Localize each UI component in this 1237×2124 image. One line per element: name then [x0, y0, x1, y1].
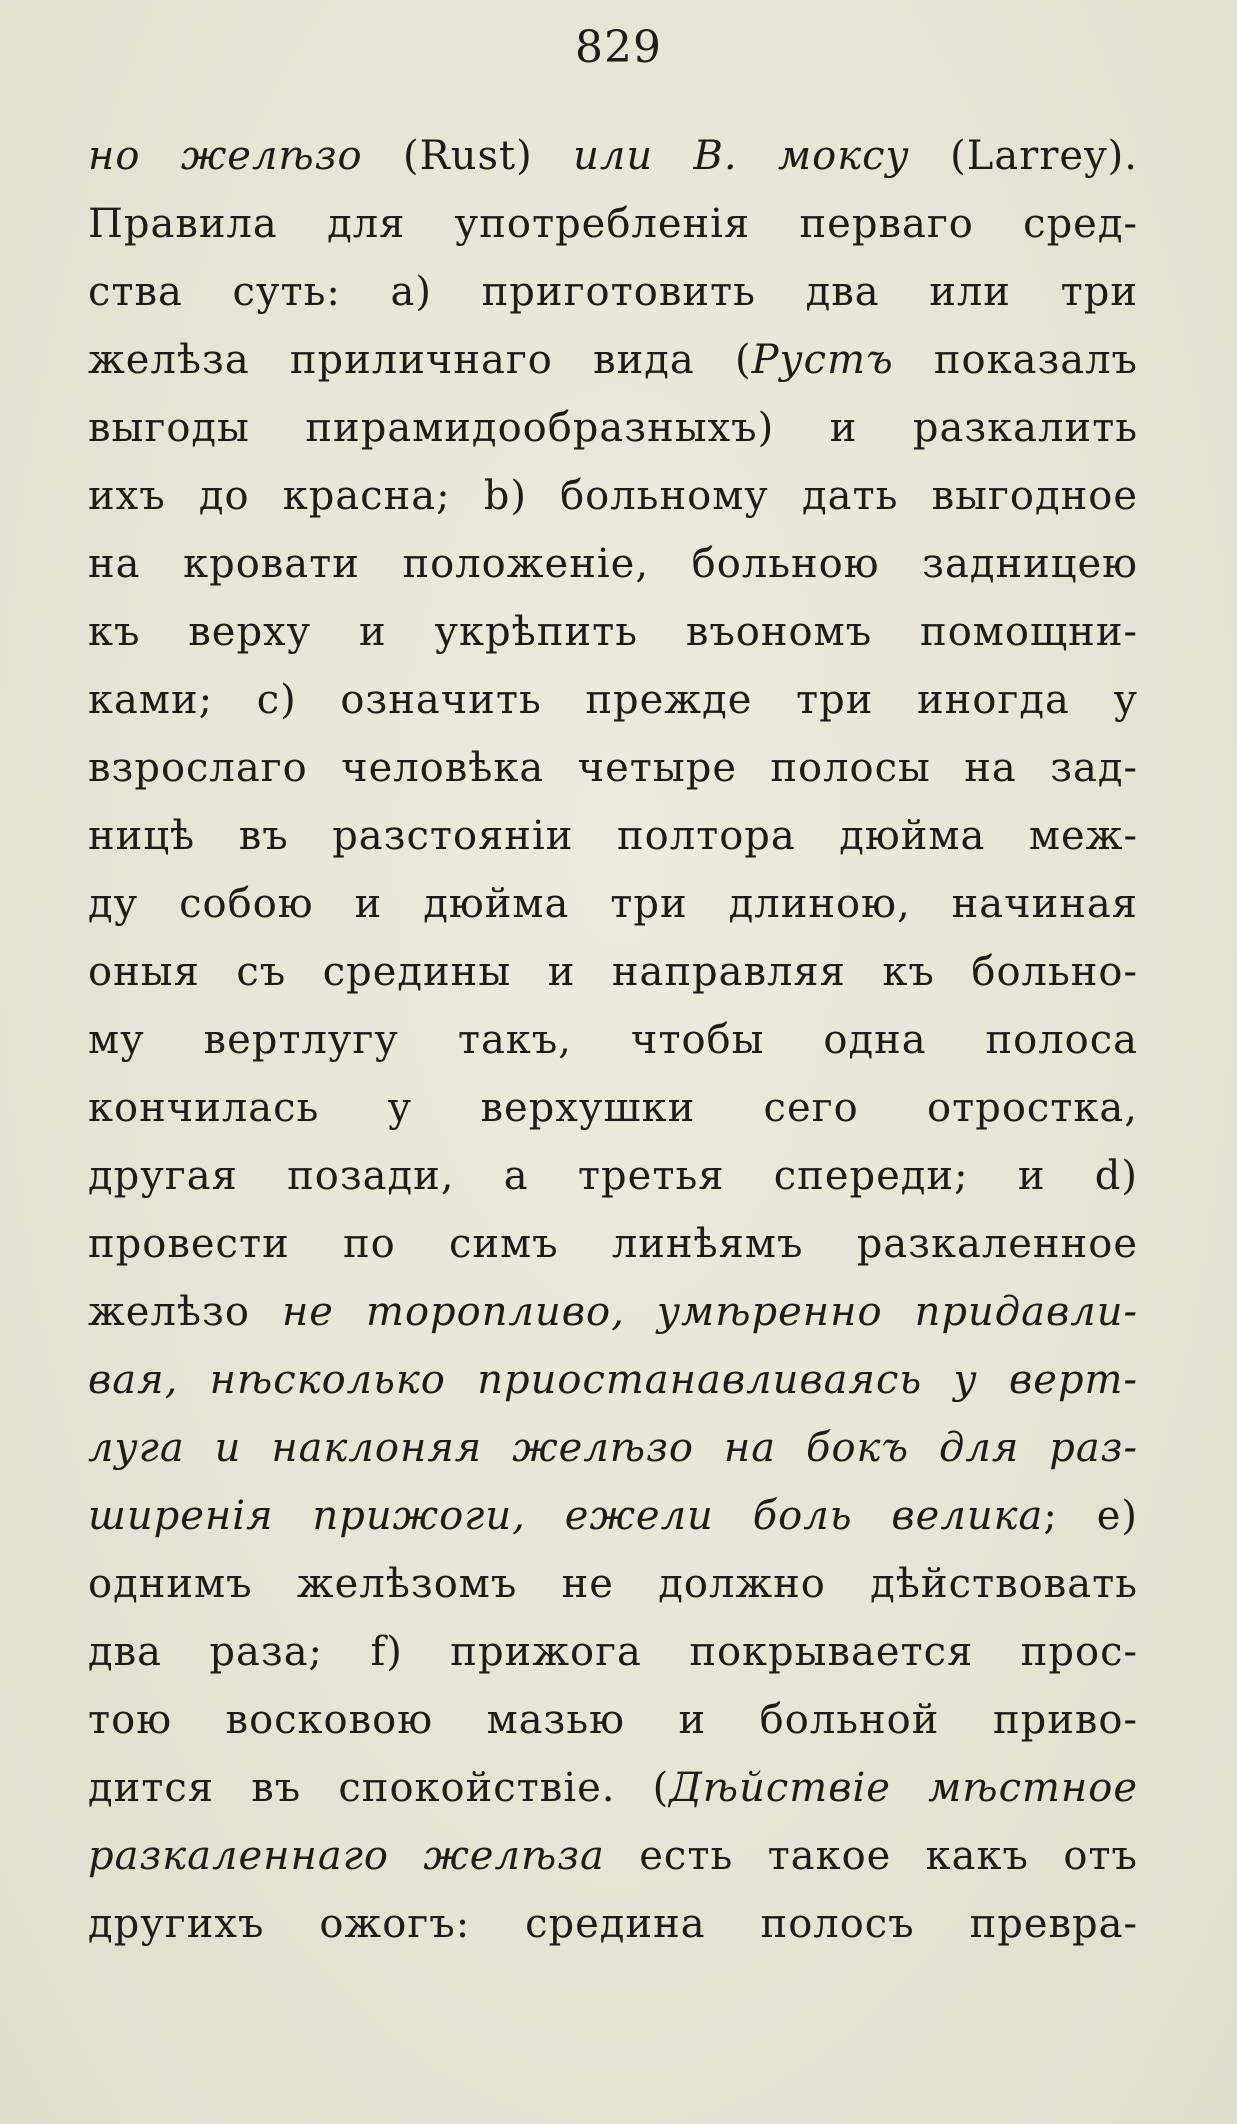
text-line [88, 394, 1138, 462]
italic-text-segment: не торопливо, умѣренно придавли- [281, 1289, 1138, 1335]
text-line [88, 870, 1138, 938]
text-segment: другая позади, а третья спереди; и d) [88, 1153, 1138, 1199]
text-segment: дится въ спокойствіе. ( [88, 1765, 670, 1811]
text-line [88, 1618, 1138, 1686]
italic-text-segment: но желѣзо [88, 133, 363, 179]
text-segment: (Rust) [362, 133, 574, 179]
text-line [88, 530, 1138, 598]
italic-text-segment: Рустъ [751, 337, 894, 383]
text-segment: ницѣ въ разстояніи полтора дюйма меж- [88, 813, 1138, 859]
italic-text-segment: вая, нѣсколько приостанавливаясь у верт- [88, 1357, 1138, 1403]
text-line [88, 1210, 1138, 1278]
text-segment: на кровати положеніе, больною задницею [88, 541, 1138, 587]
text-segment: желѣза приличнаго вида ( [88, 337, 752, 383]
text-segment: другихъ ожогъ: средина полосъ превра- [88, 1901, 1138, 1947]
text-segment: ду собою и дюйма три длиною, начиная [88, 881, 1138, 927]
text-line [88, 938, 1138, 1006]
text-line [88, 802, 1138, 870]
text-line [88, 1822, 1138, 1890]
text-line [88, 1890, 1138, 1958]
text-segment: выгоды пирамидообразныхъ) и разкалить [88, 405, 1138, 451]
text-segment: показалъ [893, 337, 1138, 383]
text-segment: желѣзо [88, 1289, 282, 1335]
text-line [88, 598, 1138, 666]
italic-text-segment: луга и наклоняя желѣзо на бокъ для рaз- [88, 1425, 1138, 1471]
text-line [88, 1346, 1138, 1414]
text-segment: два раза; f) прижога покрывается прос- [88, 1629, 1138, 1675]
text-line [88, 190, 1138, 258]
text-segment: провести по симъ линѣямъ разкаленное [88, 1221, 1138, 1267]
text-line [88, 462, 1138, 530]
text-segment: му вертлугу такъ, чтобы одна полоса [88, 1017, 1138, 1063]
text-line [88, 1686, 1138, 1754]
body-text [88, 122, 1138, 1958]
text-segment: къ верху и укрѣпить въономъ помощни- [88, 609, 1138, 655]
text-line [88, 122, 1138, 190]
text-segment: однимъ желѣзомъ не должно дѣйствовать [88, 1561, 1138, 1607]
text-line [88, 666, 1138, 734]
italic-text-segment: или В. моксу [573, 133, 910, 179]
text-line [88, 1754, 1138, 1822]
text-segment: кончилась у верхушки сего отростка, [88, 1085, 1138, 1131]
text-line [88, 1006, 1138, 1074]
text-segment: ; е) [1043, 1493, 1139, 1539]
text-segment: ихъ до красна; b) больному дать выгодное [88, 473, 1138, 519]
text-line [88, 1278, 1138, 1346]
text-line [88, 1142, 1138, 1210]
text-line [88, 1550, 1138, 1618]
text-segment: есть такое какъ отъ [604, 1833, 1138, 1879]
italic-text-segment: ширенія прижоги, ежели боль велика [88, 1493, 1044, 1539]
text-line [88, 326, 1138, 394]
text-segment: тою восковою мазью и больной приво- [88, 1697, 1138, 1743]
text-segment: ками; с) означить прежде три иногда у [88, 677, 1138, 723]
text-segment: оныя съ средины и направляя къ больно- [88, 949, 1138, 995]
text-line [88, 1074, 1138, 1142]
text-segment: ства суть: а) приготовить два или три [88, 269, 1138, 315]
text-segment: (Larrey). [909, 133, 1138, 179]
text-line [88, 258, 1138, 326]
page-number: 829 [575, 22, 662, 73]
text-segment: взрослаго человѣка четыре полосы на зад- [88, 745, 1138, 791]
italic-text-segment: Дѣйствіе мѣстное [669, 1765, 1138, 1811]
text-line [88, 734, 1138, 802]
text-segment: Правила для употребленія перваго сред- [88, 201, 1138, 247]
text-line [88, 1482, 1138, 1550]
italic-text-segment: разкаленнаго желѣза [88, 1833, 605, 1879]
text-line [88, 1414, 1138, 1482]
